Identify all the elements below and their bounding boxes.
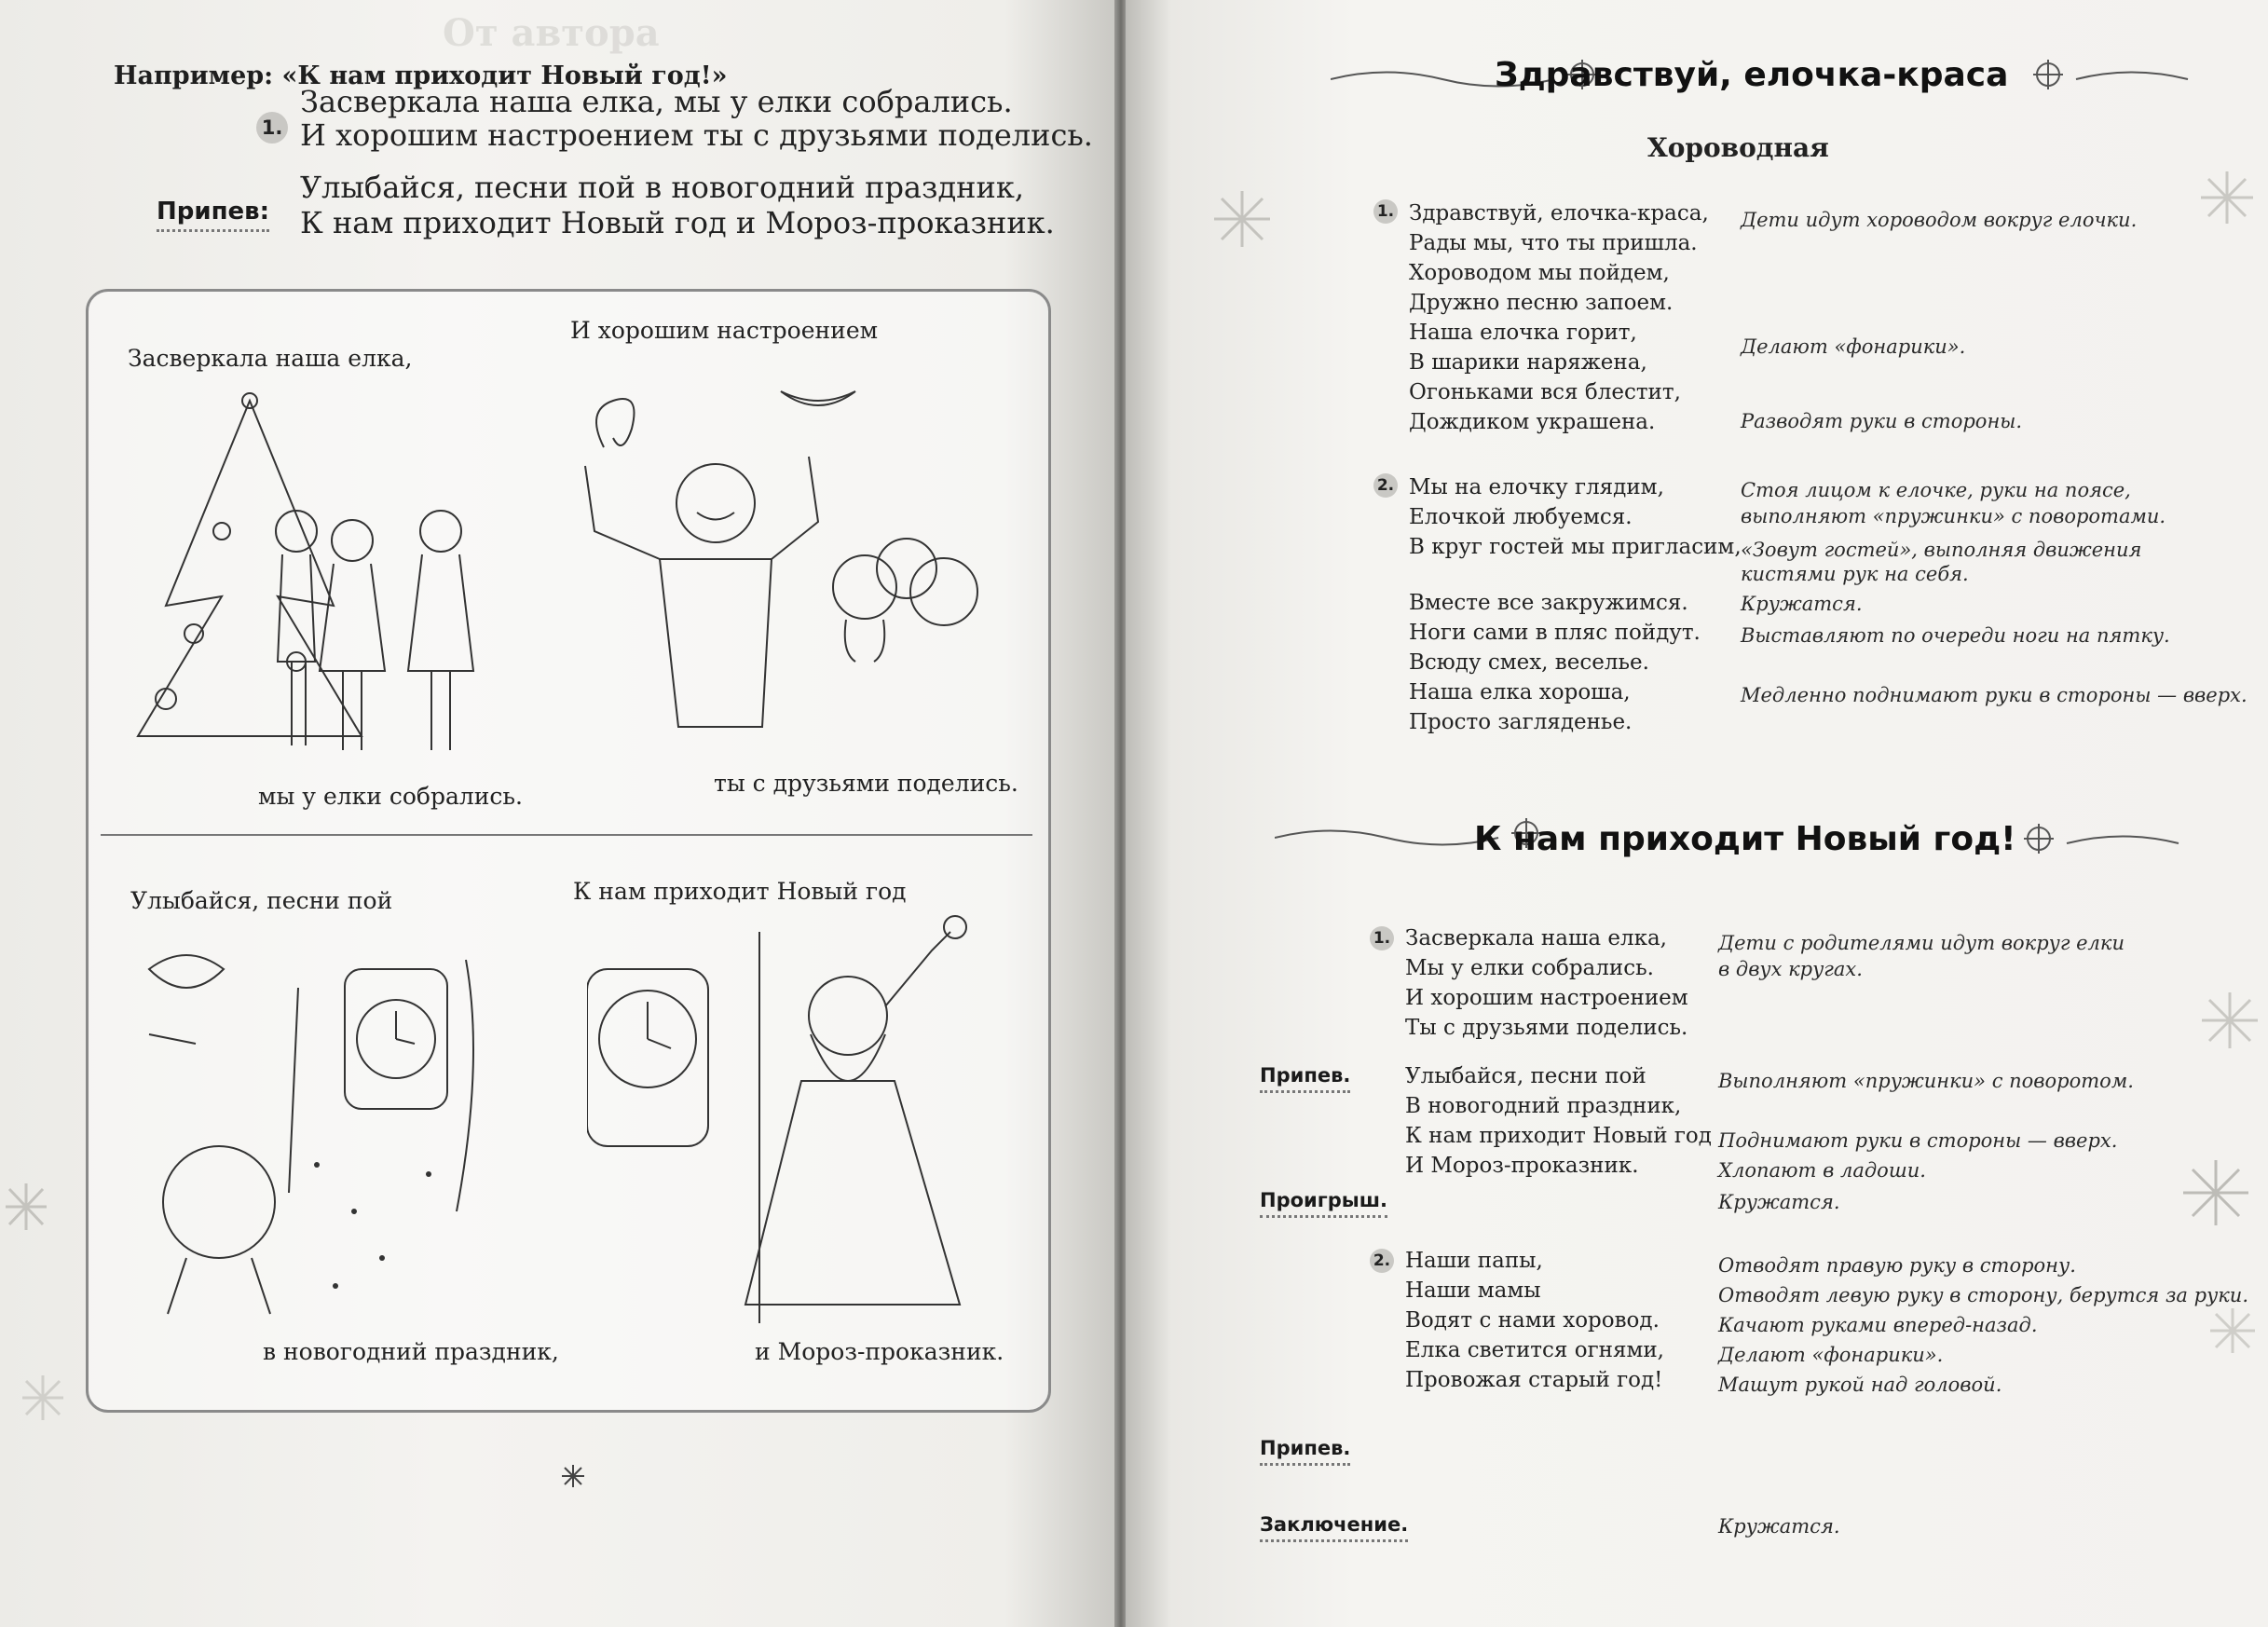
snowflake-icon [2207,1305,2259,1357]
song1-verse1-line: Дождиком украшена. [1409,410,1656,434]
song2-verse1-line: Мы у елки собрались. [1405,956,1654,980]
snowflake-icon [2197,988,2262,1053]
movement-instruction: выполняют «пружинки» с поворотами. [1741,505,2166,527]
outro-label: Заключение. [1260,1513,1408,1542]
song2-chorus-line: К нам приходит Новый год [1405,1124,1712,1148]
movement-instruction: в двух кругах. [1718,958,1863,980]
song2-verse1-line: И хорошим настроением [1405,986,1688,1010]
interlude-label: Проигрыш. [1260,1189,1387,1218]
song1-verse3-line: Просто загляденье. [1409,710,1633,734]
movement-instruction: Кружатся. [1718,1191,1840,1213]
movement-instruction: Отводят правую руку в сторону. [1718,1254,2076,1277]
verse-number-badge: 1. [1370,926,1394,950]
verse-number-badge: 1. [1373,199,1398,224]
snowflake-icon [17,1370,69,1426]
song1-verse1-line: В шарики наряжена, [1409,350,1647,375]
boy-and-girls-illustration [576,373,1004,755]
caption: в новогодний праздник, [263,1338,559,1365]
clock-and-father-frost-illustration [587,913,1016,1323]
movement-instruction: Кружатся. [1718,1515,1840,1538]
movement-instruction: Разводят руки в стороны. [1741,410,2023,432]
song2-verse2-line: Наши папы, [1405,1249,1543,1273]
snowflake-icon [0,1165,52,1249]
caption: К нам приходит Новый год [573,878,907,905]
movement-instruction: Кружатся. [1741,593,1863,615]
verse-line: И хорошим настроением ты с друзьями поделись. [300,117,1093,153]
song1-verse1-line: Хороводом мы пойдем, [1409,261,1670,285]
song1-verse2-line: Елочкой любуемся. [1409,505,1633,529]
caption: И хорошим настроением [570,317,879,344]
movement-instruction: Выполняют «пружинки» с поворотом. [1718,1070,2134,1092]
left-page [0,0,1116,1627]
song1-verse1-line: Огоньками вся блестит, [1409,380,1681,404]
movement-instruction: Качают руками вперед-назад. [1718,1314,2038,1336]
movement-instruction: Дети идут хороводом вокруг елочки. [1741,209,2138,231]
movement-instruction: Дети с родителями идут вокруг елки [1718,932,2125,954]
song1-verse3-line: Наша елка хороша, [1409,680,1631,704]
caption: Улыбайся, песни пой [130,887,393,914]
movement-instruction: Поднимают руки в стороны — вверх. [1718,1129,2118,1152]
song1-verse1-line: Рады мы, что ты пришла. [1409,231,1698,255]
snowflake-icon [2197,168,2257,227]
verse-line: Засверкала наша елка, мы у елки собрались. [300,84,1013,119]
page-ornament-icon [562,1465,584,1487]
movement-instruction: Стоя лицом к елочке, руки на поясе, [1741,479,2131,501]
movement-instruction: Делают «фонарики». [1718,1344,1944,1366]
caption: Засверкала наша елка, [128,345,413,372]
chorus-line: К нам приходит Новый год и Мороз-проказник. [300,205,1055,240]
song1-title: Здравствуй, елочка-краса [1495,56,2009,94]
song2-chorus-line: В новогодний праздник, [1405,1094,1682,1118]
caption: и Мороз-проказник. [755,1338,1004,1365]
song2-verse2-line: Елка светится огнями, [1405,1338,1664,1362]
song1-verse2-line: Мы на елочку глядим, [1409,475,1664,499]
movement-instruction: Хлопают в ладоши. [1718,1159,1926,1182]
movement-instruction: «Зовут гостей», выполняя движения [1741,539,2142,561]
song1-verse3-line: Всюду смех, веселье. [1409,650,1649,675]
chorus-label: Припев. [1260,1437,1350,1466]
song1-verse2-line: В круг гостей мы пригласим, [1409,535,1742,559]
song1-verse1-line: Дружно песню запоем. [1409,291,1674,315]
snowflake-icon [1209,186,1275,252]
caption: ты с друзьями поделись. [714,770,1018,797]
verse-number-badge: 1. [256,112,288,144]
example-heading: Например: «К нам приходит Новый год!» [114,62,728,90]
snowflake-icon [2179,1155,2253,1230]
frame-divider [101,834,1032,836]
song1-verse1-line: Наша елочка горит, [1409,321,1637,345]
song1-verse1-line: Здравствуй, елочка-краса, [1409,201,1709,226]
song2-chorus-line: И Мороз-проказник. [1405,1154,1639,1178]
movement-instruction: Выставляют по очереди ноги на пятку. [1741,624,2170,647]
verse-number-badge: 2. [1373,473,1398,498]
movement-instruction: Медленно поднимают руки в стороны — вверх. [1741,684,2248,706]
chorus-line: Улыбайся, песни пой в новогодний праздник, [300,170,1024,205]
verse-number-badge: 2. [1370,1249,1394,1273]
song2-verse1-line: Засверкала наша елка, [1405,926,1667,950]
caption: мы у елки собрались. [258,783,523,810]
chorus-label: Припев: [157,198,269,232]
movement-instruction: кистями рук на себя. [1741,563,1969,585]
song1-subtitle: Хороводная [1647,132,1829,163]
song2-verse1-line: Ты с друзьями поделись. [1405,1016,1688,1040]
chorus-label: Припев. [1260,1064,1350,1093]
song2-verse2-line: Провожая старый год! [1405,1368,1663,1392]
song1-verse3-line: Вместе все закружимся. [1409,591,1688,615]
right-page [1126,0,2268,1627]
song2-chorus-line: Улыбайся, песни пой [1405,1064,1646,1088]
song1-verse3-line: Ноги сами в пляс пойдут. [1409,621,1701,645]
song2-verse2-line: Наши мамы [1405,1278,1541,1303]
movement-instruction: Делают «фонарики». [1741,335,1966,358]
movement-instruction: Машут рукой над головой. [1718,1374,2002,1396]
movement-instruction: Отводят левую руку в сторону, берутся за руки. [1718,1284,2248,1306]
bleed-through-heading: От автора [443,11,660,55]
christmas-tree-children-illustration [110,382,520,773]
title-ornament-right [2002,820,2244,857]
smile-clock-fireworks-illustration [130,932,522,1323]
song2-verse2-line: Водят с нами хоровод. [1405,1308,1660,1333]
title-ornament-right [2011,56,2234,93]
song2-title: К нам приходит Новый год! [1474,820,2016,858]
